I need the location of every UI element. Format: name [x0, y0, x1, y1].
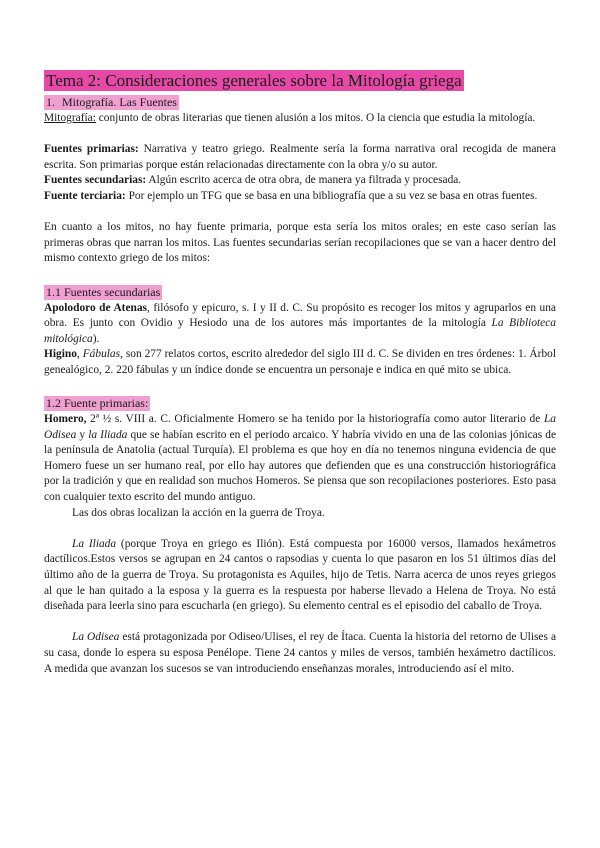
document-page: [44, 70, 556, 677]
fuente-terciaria-label: Fuente terciaria:: [44, 189, 126, 202]
section-1-1-heading: 1.1 Fuentes secundarias: [46, 284, 161, 299]
higino-text: , son 277 relatos cortos, escrito alrededor del siglo III d. C. Se dividen en tres órdenes: 1. Árbol genealógico, 2. 220 fábulas y un índice donde se encuentra un personaje e indica en qué mito se ubica.: [44, 348, 556, 376]
homero-troya-paragraph: Las dos obras localizan la acción en la guerra de Troya.: [72, 506, 325, 519]
homero-work-odisea: La Odisea: [44, 413, 556, 441]
fuentes-primarias-paragraph: [44, 142, 556, 173]
apolodoro-name: Apolodoro de Atenas: [44, 301, 147, 314]
homero-text-1: 2ª ½ s. VIII a. C. Oficialmente Homero se ha tenido por la historiografía como autor literario de: [86, 413, 544, 426]
odisea-work: La Odisea: [72, 631, 120, 644]
higino-sep: ,: [76, 348, 83, 361]
apolodoro-text: , filósofo y epicuro, s. I y II d. C. Su propósito es recoger los mitos y agruparlos en una obra. Es junto con Ovidio y Hesiodo una de los autores más importantes de la mitología: [44, 301, 556, 330]
page-title: Tema 2: Consideraciones generales sobre la Mitología griega: [46, 71, 462, 90]
iliada-work: La Iliada: [72, 537, 117, 550]
homero-work-iliada: la Iliada: [88, 428, 128, 441]
fuente-terciaria-paragraph: [44, 189, 556, 205]
mitografia-text: conjunto de obras literarias que tienen alusión a los mitos. O la ciencia que estudia la mitología.: [95, 112, 536, 124]
section-1-2-heading: 1.2 Fuente primarias:: [46, 396, 149, 411]
homero-text-2: que se habían escrito en el periodo arcaico. Y habría vivido en una de las colonias jónicas de la península de Anatolia (actual Turquía). El problema es que hoy en día no tenemos ninguna evidencia de que Homero fuese un ser humano real, por ello hay autores que defienden que es una construcción historiográfica por la tradición y que en realidad son muchos Homeros. Se piensa que son recopilaciones posteriores. Esto pasa con cualquier texto escrito del mundo antiguo.: [44, 428, 557, 504]
section-1-number: 1.: [46, 95, 55, 109]
apolodoro-end: ).: [92, 332, 100, 345]
higino-work: Fábulas: [82, 348, 121, 361]
mitografia-paragraph: [44, 111, 556, 127]
apolodoro-paragraph: [44, 301, 556, 348]
odisea-text: está protagonizada por Odiseo/Ulises, el rey de Ítaca. Cuenta la historia del retorno de Ulises a su casa, donde lo espera su esposa Penélope. Tiene 24 cantos y miles de versos, también hexámetro dactílicos. A medida que avanzan los sucesos se van introduciendo enseñanzas morales, introduciendo así el mito.: [44, 631, 556, 675]
iliada-paragraph: [44, 537, 556, 615]
higino-name: Higino: [44, 348, 77, 361]
fuentes-secundarias-paragraph: [44, 173, 556, 189]
fuentes-secundarias-label: Fuentes secundarias:: [44, 174, 147, 187]
section-1-heading: [44, 95, 179, 110]
fuentes-primarias-text: Narrativa y teatro griego. Realmente sería la forma narrativa oral recogida de manera escrita. Son primarias porque están relacionadas directamente con la obra y/o su autor.: [44, 143, 556, 171]
mitografia-label: Mitografía:: [44, 112, 96, 124]
homero-paragraph: [44, 412, 556, 506]
higino-paragraph: [44, 347, 556, 378]
section-1-heading-text: Mitografía. Las Fuentes: [62, 95, 177, 109]
apolodoro-work: La Biblioteca mitológica: [44, 317, 556, 345]
homero-and: y: [76, 428, 89, 441]
odisea-paragraph: [44, 630, 556, 677]
homero-name: Homero,: [44, 413, 87, 426]
iliada-text: (porque Troya en griego es Ilión). Está compuesta por 16000 versos, llamados hexámetros dactílicos.Estos versos se agrupan en 24 cantos o rapsodias y cuenta lo que pasaron en los 51 últimos días del último año de la guerra de Troya. Su protagonista es Aquiles, hijo de Tetis. Narra acerca de unos reyes griegos al que le han quitado a la esposa y la guerra es la respuesta por haberse llevado a Helena de Troya. No está diseñada para leerla sino para escucharla (en griego). Su elemento central es el episodio del caballo de Troya.: [44, 537, 556, 613]
mitos-paragraph: En cuanto a los mitos, no hay fuente primaria, porque esta sería los mitos orales; en este caso serían las primeras obras que narran los mitos. Las fuentes secundarias serían recopilaciones que se van a hacer dentro del mismo contexto griego de los mitos:: [44, 221, 556, 265]
fuente-terciaria-text: Por ejemplo un TFG que se basa en una bibliografía que a su vez se basa en otras fuentes.: [125, 189, 538, 202]
fuentes-primarias-label: Fuentes primarias:: [44, 143, 139, 156]
fuentes-secundarias-text: Algún escrito acerca de otra obra, de manera ya filtrada y procesada.: [146, 174, 462, 187]
